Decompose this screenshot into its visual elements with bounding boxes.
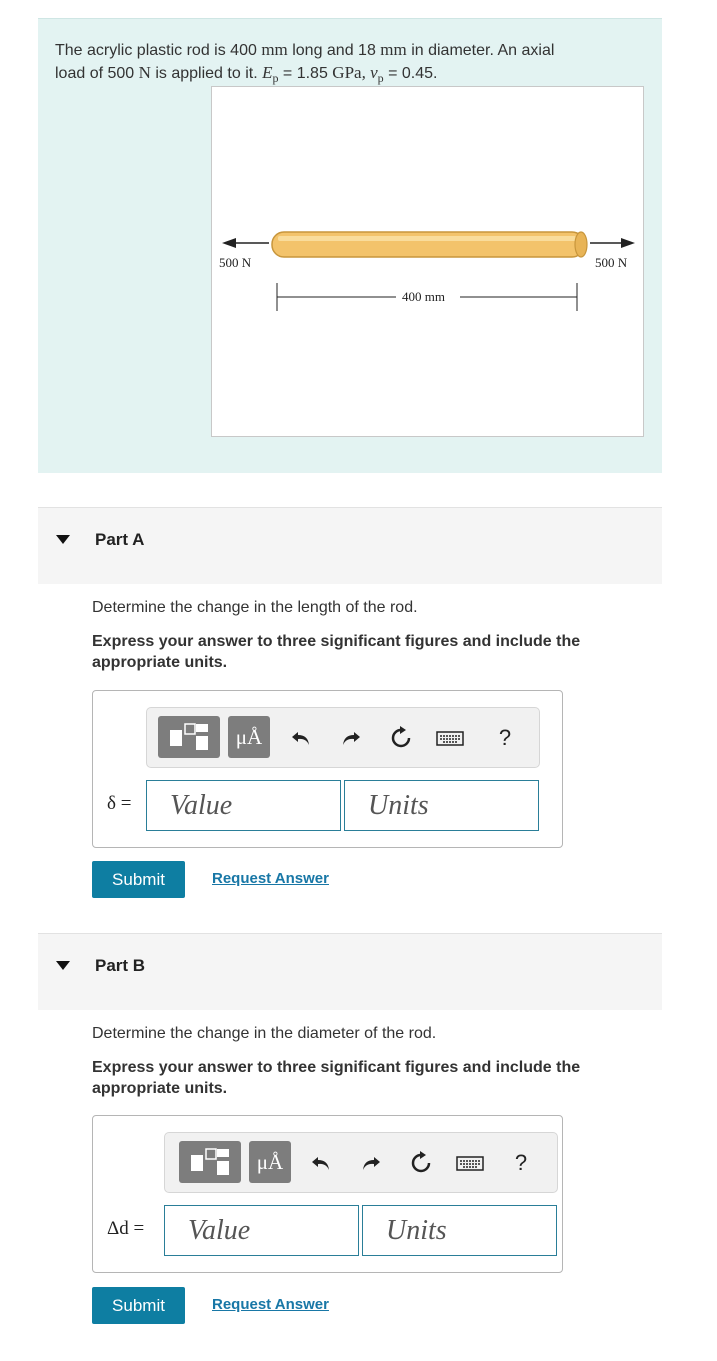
keyboard-icon[interactable]	[435, 726, 465, 750]
keyboard-icon[interactable]	[455, 1151, 485, 1175]
part-a-answer-box	[92, 690, 563, 848]
units-button[interactable]	[249, 1141, 291, 1183]
units-button[interactable]	[228, 716, 270, 758]
templates-icon	[158, 716, 220, 758]
part-b-request-answer-link[interactable]: Request Answer	[212, 1296, 329, 1313]
part-b-units-input[interactable]	[362, 1205, 557, 1256]
units-icon: μÅ	[235, 725, 263, 749]
part-a-instruction: Express your answer to three significant figures and include the appropriate units.	[92, 633, 581, 671]
rod-diagram	[212, 87, 643, 436]
collapse-triangle-icon[interactable]	[56, 535, 70, 544]
delta-d-label: Δd =	[107, 1218, 145, 1239]
part-a-question	[92, 599, 652, 673]
problem-panel	[38, 18, 662, 473]
rod-end-face	[575, 232, 587, 257]
value-placeholder: Value	[170, 790, 233, 821]
redo-icon[interactable]	[357, 1151, 385, 1175]
reset-icon[interactable]	[407, 1151, 435, 1175]
part-b-value-input[interactable]	[164, 1205, 359, 1256]
part-a-question-text: Determine the change in the length of the rod.	[92, 599, 418, 616]
collapse-triangle-icon[interactable]	[56, 961, 70, 970]
redo-icon[interactable]	[337, 726, 365, 750]
part-b-answer-box	[92, 1115, 563, 1273]
delta-label: δ =	[107, 793, 132, 814]
value-placeholder: Value	[188, 1215, 251, 1246]
right-force-label: 500 N	[595, 255, 628, 270]
right-arrowhead-icon	[621, 238, 635, 248]
undo-icon[interactable]	[307, 1151, 335, 1175]
undo-icon[interactable]	[287, 726, 315, 750]
rod-figure	[211, 86, 644, 437]
part-b-instruction: Express your answer to three significant figures and include the appropriate units.	[92, 1059, 581, 1097]
reset-icon[interactable]	[387, 726, 415, 750]
part-b-question-text: Determine the change in the diameter of the rod.	[92, 1025, 437, 1042]
acrylic-rod	[272, 232, 584, 257]
templates-button[interactable]	[179, 1141, 241, 1183]
rod-highlight	[278, 236, 576, 241]
part-b-title: Part B	[95, 956, 146, 975]
part-a-request-answer-link[interactable]: Request Answer	[212, 870, 329, 887]
part-b-toolbar	[164, 1132, 558, 1193]
templates-icon	[179, 1141, 241, 1183]
part-a-value-input[interactable]	[146, 780, 341, 831]
units-icon: μÅ	[256, 1150, 284, 1174]
problem-statement: The acrylic plastic rod is 400 mm long and 18 mm in diameter. An axial load of 500 N is applied to it. $E_p = 1.85$ GPa, $\nu_p = 0.45$.	[55, 40, 555, 86]
part-b-question	[92, 1025, 652, 1099]
part-a-header[interactable]	[38, 507, 662, 584]
help-icon[interactable]: ?	[514, 1150, 528, 1175]
units-placeholder: Units	[368, 790, 429, 821]
left-force-label: 500 N	[219, 255, 252, 270]
length-dimension-label: 400 mm	[402, 289, 445, 304]
part-b-submit-button[interactable]: Submit	[92, 1287, 185, 1324]
left-arrowhead-icon	[222, 238, 236, 248]
help-icon[interactable]: ?	[498, 725, 512, 750]
part-a-title: Part A	[95, 530, 145, 549]
part-a-submit-button[interactable]: Submit	[92, 861, 185, 898]
part-a-units-input[interactable]	[344, 780, 539, 831]
templates-button[interactable]	[158, 716, 220, 758]
part-a-toolbar	[146, 707, 540, 768]
part-b-header[interactable]	[38, 933, 662, 1010]
units-placeholder: Units	[386, 1215, 447, 1246]
